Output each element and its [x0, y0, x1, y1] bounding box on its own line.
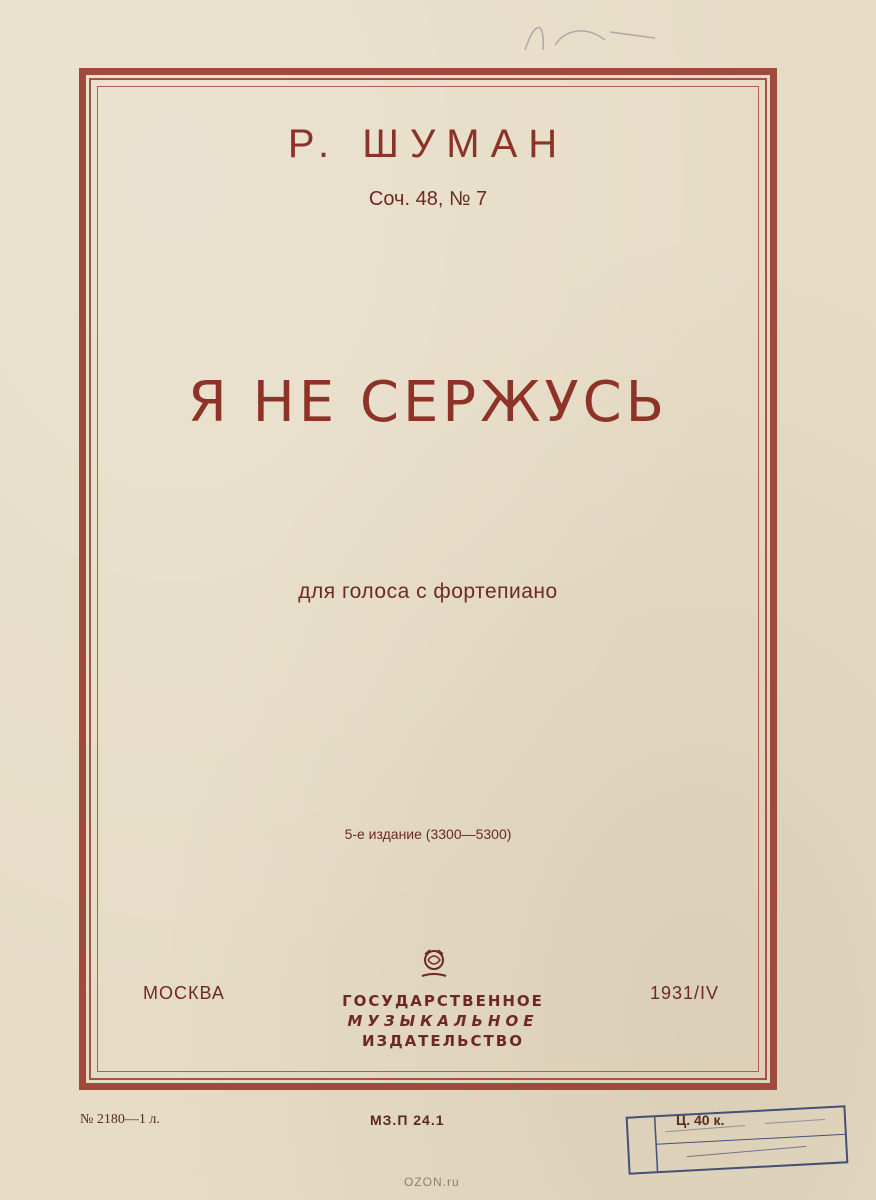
inner-frame [97, 86, 759, 1072]
publication-year: 1931/IV [650, 983, 720, 1003]
work-title: Я НЕ СЕРЖУСЬ [187, 370, 669, 435]
publisher-logo-icon [416, 946, 452, 982]
publisher-line-1: ГОСУДАРСТВЕННОЕ [342, 992, 544, 1010]
work-subtitle: для голоса с фортепиано [298, 580, 558, 603]
publication-city: МОСКВА [143, 983, 225, 1003]
opus-number: Соч. 48, № 7 [368, 188, 488, 210]
publisher-line-2: МУЗЫКАЛЬНОЕ [347, 1012, 539, 1030]
pencil-mark [515, 10, 665, 60]
publication-code: МЗ.П 24.1 [370, 1112, 445, 1128]
price: Ц. 40 к. [676, 1112, 725, 1128]
composer-name: Р. ШУМАН [287, 122, 569, 166]
catalog-number: № 2180—1 л. [80, 1112, 160, 1127]
watermark: OZON.ru [404, 1175, 460, 1189]
edition-info: 5-е издание (3300—5300) [344, 826, 512, 842]
publisher-line-3: ИЗДАТЕЛЬСТВО [362, 1032, 524, 1050]
library-stamp [625, 1104, 850, 1176]
